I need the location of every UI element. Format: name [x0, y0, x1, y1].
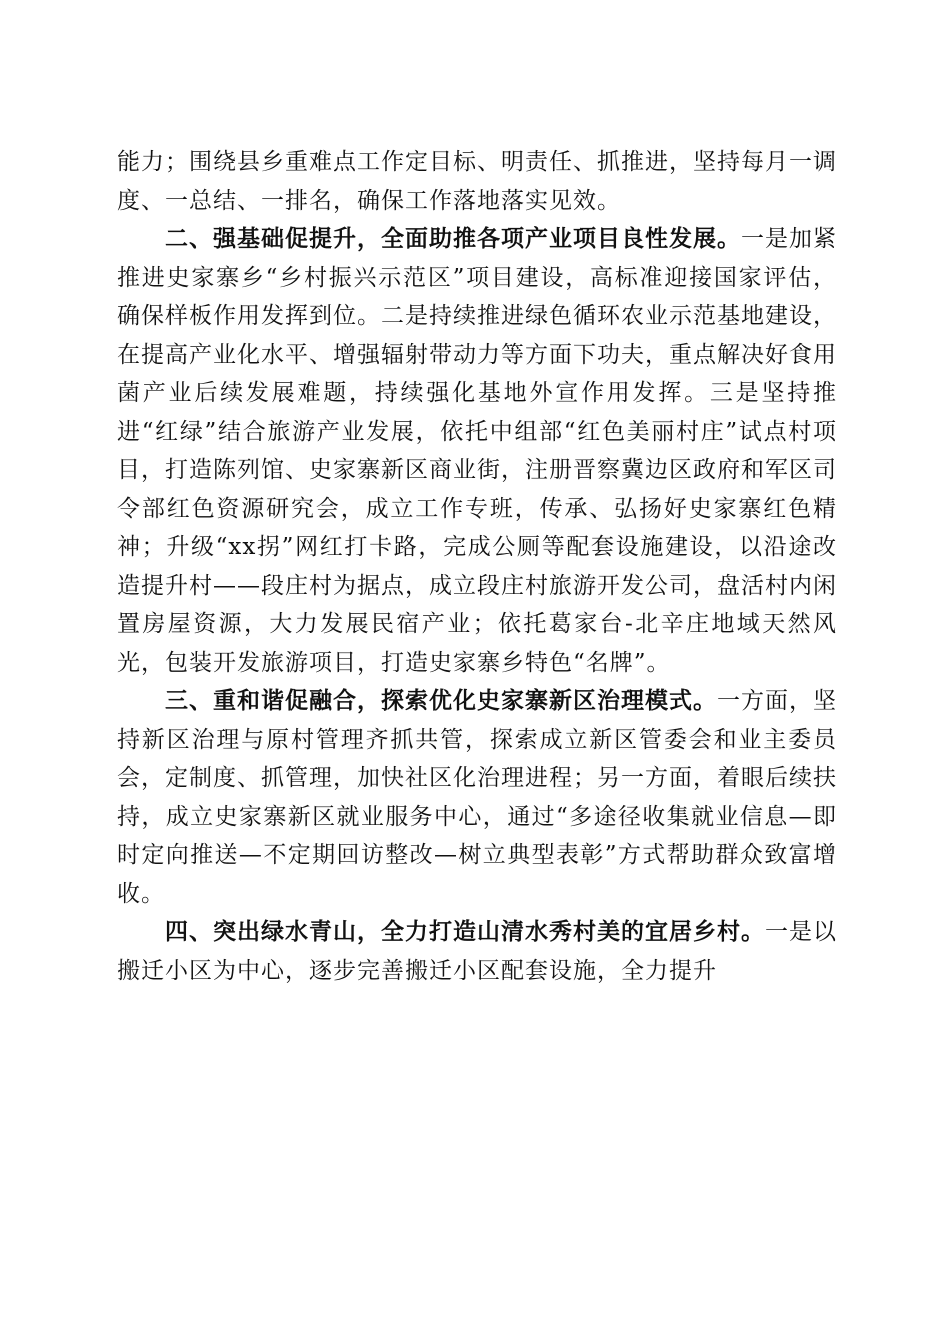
section-heading: 二、强基础促提升，全面助推各项产业项目良性发展。 [165, 226, 741, 252]
section-heading: 三、重和谐促融合，探索优化史家寨新区治理模式。 [165, 688, 717, 714]
paragraph-text: 能力；围绕县乡重难点工作定目标、明责任、抓推进，坚持每月一调度、一总结、一排名，确保工作落地落实见效。 [117, 149, 837, 214]
paragraph-text: 一是以搬迁小区为中心，逐步完善搬迁小区配套设施，全力提升 [117, 919, 837, 984]
paragraph-section-3 [117, 682, 837, 913]
paragraph-text: 一是加紧推进史家寨乡“乡村振兴示范区”项目建设，高标准迎接国家评估，确保样板作用发挥到位。二是持续推进绿色循环农业示范基地建设，在提高产业化水平、增强辐射带动力等方面下功夫，重点解决好食用菌产业后续发展难题，持续强化基地外宣作用发挥。三是坚持推进“红绿”结合旅游产业发展，依托中组部“红色美丽村庄”试点村项目，打造陈列馆、史家寨新区商业街，注册晋察冀边区政府和军区司令部红色资源研究会，成立工作专班，传承、弘扬好史家寨红色精神；升级“xx拐”网红打卡路，完成公厕等配套设施建设，以沿途改造提升村——段庄村为据点，成立段庄村旅游开发公司，盘活村内闲置房屋资源，大力发展民宿产业；依托葛家台-北辛庄地域天然风光，包装开发旅游项目，打造史家寨乡特色“名牌”。 [117, 226, 837, 676]
document-body [117, 143, 837, 990]
paragraph-section-2 [117, 220, 837, 682]
paragraph-text: 一方面，坚持新区治理与原村管理齐抓共管，探索成立新区管委会和业主委员会，定制度、抓管理，加快社区化治理进程；另一方面，着眼后续扶持，成立史家寨新区就业服务中心，通过“多途径收集就业信息—即时定向推送—不定期回访整改—树立典型表彰”方式帮助群众致富增收。 [117, 688, 837, 907]
section-heading: 四、突出绿水青山，全力打造山清水秀村美的宜居乡村。 [165, 919, 765, 945]
paragraph-section-4 [117, 913, 837, 990]
paragraph-continuation [117, 143, 837, 220]
